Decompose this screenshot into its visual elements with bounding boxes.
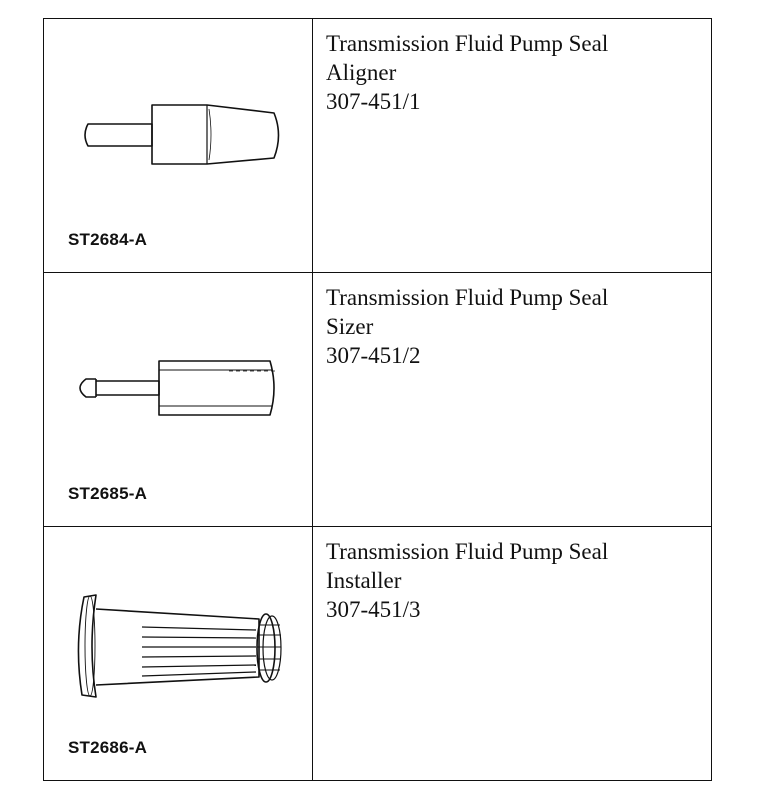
part-code: ST2686-A	[68, 738, 148, 757]
description-cell	[313, 19, 712, 273]
tool-table	[43, 18, 712, 781]
illustration-cell	[44, 527, 313, 781]
description-cell	[313, 527, 712, 781]
part-code: ST2684-A	[68, 230, 148, 249]
table-row	[44, 527, 712, 781]
description-cell	[313, 273, 712, 527]
tool-name-line2: Aligner	[326, 60, 397, 85]
table-row	[44, 273, 712, 527]
tool-name-line1: Transmission Fluid Pump Seal	[326, 31, 609, 56]
tool-name-line1: Transmission Fluid Pump Seal	[326, 539, 609, 564]
tool-number: 307-451/2	[326, 343, 421, 368]
tool-name-line1: Transmission Fluid Pump Seal	[326, 285, 609, 310]
tool-name-line2: Sizer	[326, 314, 374, 339]
tool-number: 307-451/1	[326, 89, 421, 114]
table-row	[44, 19, 712, 273]
part-code: ST2685-A	[68, 484, 148, 503]
tool-number: 307-451/3	[326, 597, 421, 622]
tool-name-line2: Installer	[326, 568, 402, 593]
illustration-cell	[44, 273, 313, 527]
illustration-cell	[44, 19, 313, 273]
